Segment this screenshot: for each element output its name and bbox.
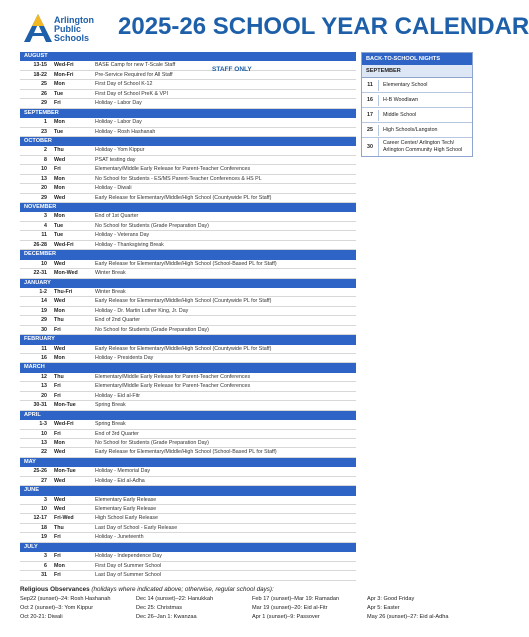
header: [0, 0, 529, 52]
row-date: 23: [41, 128, 47, 135]
row-event: Holiday - Independence Day: [95, 553, 162, 560]
row-event: Holiday - Eid al-Fitr: [95, 392, 141, 399]
calendar-row: [20, 241, 356, 250]
row-event: First Day of School PreK & VPI: [95, 90, 169, 97]
back-to-school-row: [362, 78, 472, 93]
row-weekday: Wed-Fri: [54, 241, 74, 248]
row-date: 16: [41, 355, 47, 361]
back-to-school-school: Career Center/ Arlington Tech/ Arlington Community High School: [378, 138, 472, 156]
back-to-school-date: 30: [367, 144, 373, 150]
row-weekday: Tue: [54, 128, 64, 135]
row-date: 29: [41, 194, 47, 201]
calendar-row: [20, 61, 356, 70]
observance-item: Apr 1 (sunset)–9: Passover: [252, 614, 320, 620]
aps-logo-icon: [22, 12, 54, 44]
row-event: Elementary Early Release: [95, 496, 157, 503]
calendar-row: [20, 269, 356, 278]
district-line2: Public: [54, 24, 82, 34]
page-title: [118, 13, 529, 41]
calendar-row: [20, 477, 356, 486]
row-event: Last Day of School - Early Release: [95, 524, 178, 531]
row-weekday: Fri: [54, 430, 61, 437]
calendar-row: [20, 524, 356, 533]
month-header: NOVEMBER: [20, 203, 356, 212]
calendar-row: [20, 71, 356, 80]
row-weekday: Mon-Tue: [54, 402, 76, 409]
back-to-school-row: [362, 138, 472, 156]
observance-item: Mar 19 (sunset)–20: Eid al-Fitr: [252, 605, 328, 611]
row-weekday: Fri: [54, 534, 61, 541]
row-date: 30-31: [33, 402, 47, 409]
row-weekday: Thu: [54, 373, 64, 380]
row-event: No School for Students - ES/MS Parent-Teacher Conferences & HS PL: [95, 175, 262, 182]
district-line3: Schools: [54, 33, 90, 43]
observance-item: Dec 14 (sunset)–22: Hanukkah: [136, 596, 214, 602]
row-weekday: Fri: [54, 326, 61, 333]
observance-item: Apr 3: Good Friday: [367, 596, 415, 602]
observance-item: Dec 25: Christmas: [136, 605, 183, 611]
row-date: 3: [44, 553, 47, 560]
month-header: AUGUST: [20, 52, 356, 61]
observance-item: May 26 (sunset)–27: Eid al-Adha: [367, 614, 449, 620]
observances-list: [20, 595, 480, 622]
row-date: 13: [41, 175, 47, 182]
calendar-row: [20, 99, 356, 108]
row-event: Holiday - Dr. Martin Luther King, Jr. Day: [95, 307, 189, 314]
calendar-row: [20, 373, 356, 382]
row-weekday: Mon: [54, 307, 65, 314]
row-date: 12-17: [33, 515, 47, 522]
row-event: Pre-Service Required for All Staff: [95, 71, 173, 78]
row-event: Winter Break: [95, 288, 126, 295]
calendar-row: [20, 496, 356, 505]
row-weekday: Tue: [54, 232, 64, 239]
row-event: BASE Camp for new T-Scale Staff: [95, 62, 176, 69]
row-event: Early Release for Elementary/Middle/High School (Countywide PL for Staff): [95, 345, 272, 352]
row-date: 1-3: [39, 421, 47, 428]
row-event: PSAT testing day: [95, 156, 136, 163]
row-event: Spring Break: [95, 402, 126, 409]
month-header: MARCH: [20, 363, 356, 372]
observances-title: [20, 586, 480, 593]
row-date: 1: [44, 119, 47, 126]
calendar-row: [20, 326, 356, 335]
row-date: 3: [44, 496, 47, 503]
district-name: [54, 16, 94, 43]
row-weekday: Wed: [54, 506, 66, 512]
month-header: JULY: [20, 543, 356, 552]
row-event: First Day of School K-12: [95, 81, 153, 88]
row-weekday: Wed: [54, 194, 66, 201]
observance-item: Oct 20-21: Diwali: [20, 614, 63, 620]
row-event: Holiday - Presidents Day: [95, 355, 154, 361]
row-event: No School for Students (Grade Preparation Day): [95, 326, 209, 333]
row-date: 27: [41, 477, 47, 484]
row-weekday: Fri: [54, 392, 61, 399]
calendar-row: [20, 439, 356, 448]
observances-note: (holidays where indicated above; otherwise, regular school days):: [91, 586, 274, 593]
row-weekday: Wed: [54, 496, 66, 503]
row-weekday: Fri: [54, 572, 61, 579]
calendar-row: [20, 184, 356, 193]
row-weekday: Fri: [54, 383, 61, 390]
calendar-row: [20, 354, 356, 363]
row-weekday: Wed: [54, 477, 66, 484]
back-to-school-month: SEPTEMBER: [362, 65, 472, 78]
row-weekday: Mon: [54, 175, 65, 182]
calendar-row: [20, 146, 356, 155]
row-date: 22: [41, 449, 47, 456]
row-event: Early Release for Elementary/Middle/High School (Countywide PL for Staff): [95, 298, 272, 305]
row-weekday: Wed: [54, 449, 66, 456]
row-event: No School for Students (Grade Preparation Day): [95, 439, 209, 446]
row-date: 19: [41, 534, 47, 541]
row-event: Holiday - Veterans Day: [95, 232, 150, 239]
row-date: 8: [44, 156, 47, 163]
back-to-school-date: 25: [367, 127, 373, 133]
back-to-school-date: 17: [367, 112, 373, 118]
calendar-row: [20, 222, 356, 231]
row-date: 29: [41, 317, 47, 324]
calendar-row: [20, 401, 356, 410]
row-weekday: Mon-Fri: [54, 71, 74, 78]
month-header: JUNE: [20, 486, 356, 495]
row-event: Holiday - Labor Day: [95, 119, 142, 126]
row-weekday: Wed: [54, 260, 66, 267]
observance-item: Sep22 (sunset)–24: Rosh Hashanah: [20, 596, 111, 602]
row-date: 14: [41, 298, 47, 305]
row-date: 25: [41, 81, 47, 88]
row-date: 25-26: [33, 468, 47, 475]
row-date: 13: [41, 383, 47, 390]
row-weekday: Fri: [54, 100, 61, 107]
calendar-row: [20, 420, 356, 429]
observance-item: Apr 5: Easter: [367, 605, 400, 611]
calendar-row: [20, 467, 356, 476]
row-date: 20: [41, 185, 47, 192]
row-weekday: Wed-Fri: [54, 62, 74, 69]
row-weekday: Wed: [54, 345, 66, 352]
month-header: OCTOBER: [20, 137, 356, 146]
row-event: Elementary/Middle Early Release for Parent-Teacher Conferences: [95, 373, 251, 380]
row-event: End of 2nd Quarter: [95, 317, 141, 324]
row-date: 29: [41, 100, 47, 107]
row-weekday: Thu-Fri: [54, 288, 73, 295]
title-years: 2025-26: [118, 13, 207, 40]
calendar-row: [20, 231, 356, 240]
row-date: 26-28: [33, 241, 47, 248]
row-weekday: Fri-Wed: [54, 515, 74, 522]
row-date: 13: [41, 439, 47, 446]
calendar-row: [20, 175, 356, 184]
row-date: 10: [41, 166, 47, 173]
row-date: 18: [41, 524, 47, 531]
back-to-school-school: High Schools/Langston: [378, 125, 472, 136]
calendar-row: [20, 260, 356, 269]
calendar-row: [20, 552, 356, 561]
row-weekday: Mon: [54, 213, 65, 220]
row-date: 20: [41, 392, 47, 399]
observance-item: Feb 17 (sunset)–Mar 19: Ramadan: [252, 596, 340, 602]
calendar-row: [20, 118, 356, 127]
calendar-row: [20, 514, 356, 523]
back-to-school-date: 16: [367, 97, 373, 103]
row-weekday: Thu: [54, 317, 64, 324]
calendar-table: [20, 52, 356, 581]
calendar-row: [20, 505, 356, 514]
row-weekday: Wed-Fri: [54, 421, 74, 428]
row-weekday: Mon: [54, 119, 65, 126]
row-date: 1-2: [39, 288, 47, 295]
calendar-row: [20, 448, 356, 457]
row-date: 2: [44, 147, 47, 154]
staff-only-note: STAFF ONLY: [212, 66, 252, 73]
row-date: 11: [41, 232, 47, 239]
row-weekday: Tue: [54, 90, 64, 97]
month-header: APRIL: [20, 411, 356, 420]
calendar-row: [20, 80, 356, 89]
row-weekday: Mon: [54, 439, 65, 446]
calendar-row: [20, 165, 356, 174]
row-date: 10: [41, 430, 47, 437]
row-weekday: Mon: [54, 185, 65, 192]
row-event: Early Release for Elementary/Middle/High School (School-Based PL for Staff): [95, 449, 277, 456]
calendar-row: [20, 571, 356, 580]
row-event: Holiday - Memorial Day: [95, 468, 151, 475]
row-date: 12: [41, 373, 47, 380]
row-event: Holiday - Thanksgiving Break: [95, 241, 164, 248]
calendar-row: [20, 430, 356, 439]
calendar-row: [20, 212, 356, 221]
observance-item: Dec 26–Jan 1: Kwanzaa: [136, 614, 197, 620]
row-event: Holiday - Labor Day: [95, 100, 142, 107]
row-weekday: Tue: [54, 222, 64, 229]
back-to-school-panel: [361, 52, 473, 157]
calendar-row: [20, 382, 356, 391]
calendar-row: [20, 128, 356, 137]
row-date: 30: [41, 326, 47, 333]
row-date: 19: [41, 307, 47, 314]
row-event: End of 1st Quarter: [95, 213, 139, 220]
row-date: 13-15: [33, 62, 47, 69]
calendar-row: [20, 533, 356, 542]
calendar-row: [20, 156, 356, 165]
back-to-school-school: Middle School: [378, 110, 472, 121]
row-date: 11: [41, 345, 47, 352]
row-weekday: Mon: [54, 81, 65, 88]
row-weekday: Mon: [54, 355, 65, 361]
row-weekday: Mon-Wed: [54, 270, 78, 277]
title-text: SCHOOL YEAR CALENDAR: [212, 13, 529, 40]
row-event: No School for Students (Grade Preparation Day): [95, 222, 209, 229]
calendar-row: [20, 562, 356, 571]
row-date: 4: [44, 222, 47, 229]
row-event: Early Release for Elementary/Middle/High School (School-Based PL for Staff): [95, 260, 277, 267]
row-date: 22-31: [33, 270, 47, 277]
back-to-school-row: [362, 108, 472, 123]
calendar-row: [20, 392, 356, 401]
observances-heading: Religious Observances: [20, 586, 90, 593]
row-weekday: Wed: [54, 298, 66, 305]
row-date: 18-22: [33, 71, 47, 78]
row-date: 10: [41, 506, 47, 512]
calendar-row: [20, 345, 356, 354]
row-weekday: Fri: [54, 166, 61, 173]
row-event: Holiday - Juneteenth: [95, 534, 144, 541]
row-weekday: Mon: [54, 562, 65, 569]
religious-observances: [20, 586, 480, 622]
calendar-row: [20, 307, 356, 316]
row-date: 6: [44, 562, 47, 569]
row-event: Last Day of Summer School: [95, 572, 161, 579]
row-event: High School Early Release: [95, 515, 159, 522]
row-event: Holiday - Eid al-Adha: [95, 477, 145, 484]
month-header: DECEMBER: [20, 250, 356, 259]
month-header: JANUARY: [20, 279, 356, 288]
back-to-school-title: BACK-TO-SCHOOL NIGHTS: [362, 53, 472, 65]
row-date: 10: [41, 260, 47, 267]
row-date: 3: [44, 213, 47, 220]
row-event: Holiday - Rosh Hashanah: [95, 128, 156, 135]
month-header: MAY: [20, 458, 356, 467]
district-line1: Arlington: [54, 15, 94, 25]
back-to-school-school: H-B Woodlawn: [378, 95, 472, 106]
calendar-row: [20, 194, 356, 203]
month-header: FEBRUARY: [20, 335, 356, 344]
row-date: 31: [41, 572, 47, 579]
back-to-school-row: [362, 123, 472, 138]
row-weekday: Mon-Tue: [54, 468, 76, 475]
row-date: 26: [41, 90, 47, 97]
row-weekday: Fri: [54, 553, 61, 560]
row-weekday: Thu: [54, 524, 64, 531]
row-event: First Day of Summer School: [95, 562, 162, 569]
row-weekday: Wed: [54, 156, 66, 163]
row-event: Holiday - Diwali: [95, 185, 132, 192]
row-event: Elementary/Middle Early Release for Parent-Teacher Conferences: [95, 383, 251, 390]
row-event: Elementary/Middle Early Release for Parent-Teacher Conferences: [95, 166, 251, 173]
back-to-school-row: [362, 93, 472, 108]
calendar-row: [20, 288, 356, 297]
row-event: End of 3rd Quarter: [95, 430, 139, 437]
observance-item: Oct 2 (sunset)–3: Yom Kippur: [20, 605, 94, 611]
calendar-row: [20, 297, 356, 306]
calendar-row: [20, 90, 356, 99]
calendar-row: [20, 316, 356, 325]
row-weekday: Thu: [54, 147, 64, 154]
row-event: Spring Break: [95, 421, 126, 428]
back-to-school-school: Elementary School: [378, 80, 472, 91]
back-to-school-date: 11: [367, 82, 373, 88]
row-event: Early Release for Elementary/Middle/High School (Countywide PL for Staff): [95, 194, 272, 201]
month-header: SEPTEMBER: [20, 109, 356, 118]
row-event: Holiday - Yom Kippur: [95, 147, 145, 154]
row-event: Winter Break: [95, 270, 126, 277]
row-event: Elementary Early Release: [95, 506, 157, 512]
